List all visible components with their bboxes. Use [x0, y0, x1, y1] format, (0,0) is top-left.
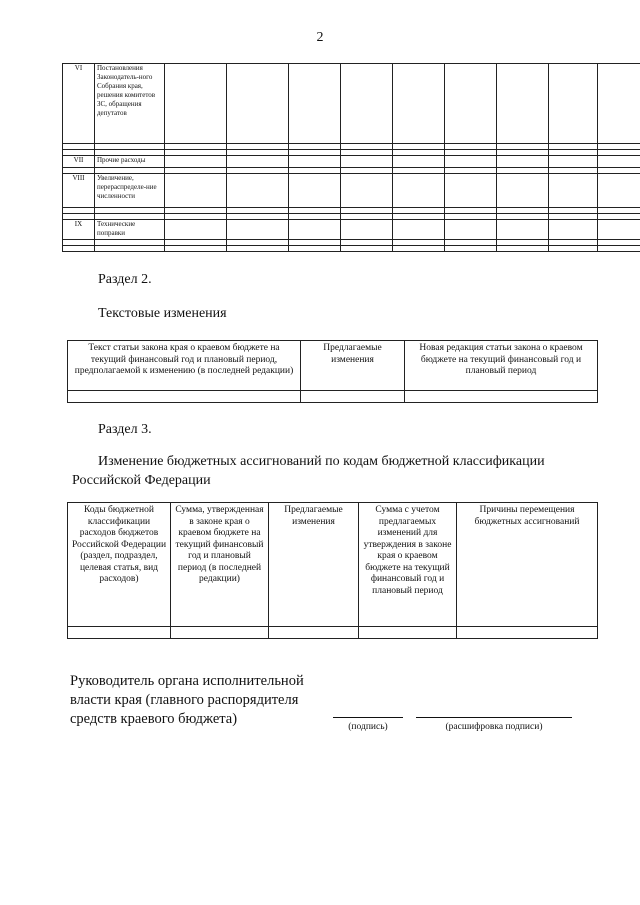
signature-line — [333, 717, 403, 718]
column-header: Текст статьи закона края о краевом бюджете на текущий финансовый год и плановый период, предполагаемой к изменению (в последней редакции) — [68, 341, 301, 391]
row-number: VI — [63, 64, 95, 144]
row-number: VIII — [63, 174, 95, 208]
column-header: Причины перемещения бюджетных ассигнований — [457, 503, 598, 627]
column-header: Предлагаемые изменения — [269, 503, 359, 627]
table-row — [63, 156, 640, 168]
table-row — [63, 174, 640, 208]
text-changes-table — [67, 340, 598, 403]
column-header: Предлагаемые изменения — [301, 341, 405, 391]
signature-caption: (подпись) — [348, 722, 388, 732]
decode-line — [416, 717, 572, 718]
decode-caption: (расшифровка подписи) — [445, 722, 543, 732]
table-row — [63, 64, 640, 144]
column-header: Сумма, утвержденная в законе края о краевом бюджете на текущий финансовый год и плановый период (в последней редакции) — [171, 503, 269, 627]
budget-allocations-table — [67, 502, 598, 639]
expense-reasons-table — [62, 63, 640, 252]
table-row — [63, 220, 640, 240]
row-label: Технические поправки — [95, 220, 165, 240]
row-label: Постановления Законодатель-ного Собрания края, решения комитетов ЗС, обращения депутатов — [95, 64, 165, 144]
section3-title: Изменение бюджетных ассигнований по кодам бюджетной классификации Российской Федерации — [72, 454, 545, 488]
section2-heading: Раздел 2. — [98, 272, 152, 287]
section2-title: Текстовые изменения — [98, 306, 227, 321]
section3-heading: Раздел 3. — [98, 422, 152, 437]
row-number: VII — [63, 156, 95, 168]
row-label: Увеличение, перераспределе-ние численности — [95, 174, 165, 208]
row-number: IX — [63, 220, 95, 240]
page-number: 2 — [316, 30, 324, 45]
row-label: Прочие расходы — [95, 156, 165, 168]
signature-text: Руководитель органа исполнительной власти края (главного распорядителя средств краевого бюджета) — [70, 673, 304, 727]
column-header: Коды бюджетной классификации расходов бюджетов Российской Федерации (раздел, подраздел, целевая статья, вид расходов) — [68, 503, 171, 627]
column-header: Новая редакция статьи закона о краевом бюджете на текущий финансовый год и плановый период — [405, 341, 598, 391]
column-header: Сумма с учетом предлагаемых изменений для утверждения в законе края о краевом бюджете на текущий финансовый год и плановый период — [359, 503, 457, 627]
